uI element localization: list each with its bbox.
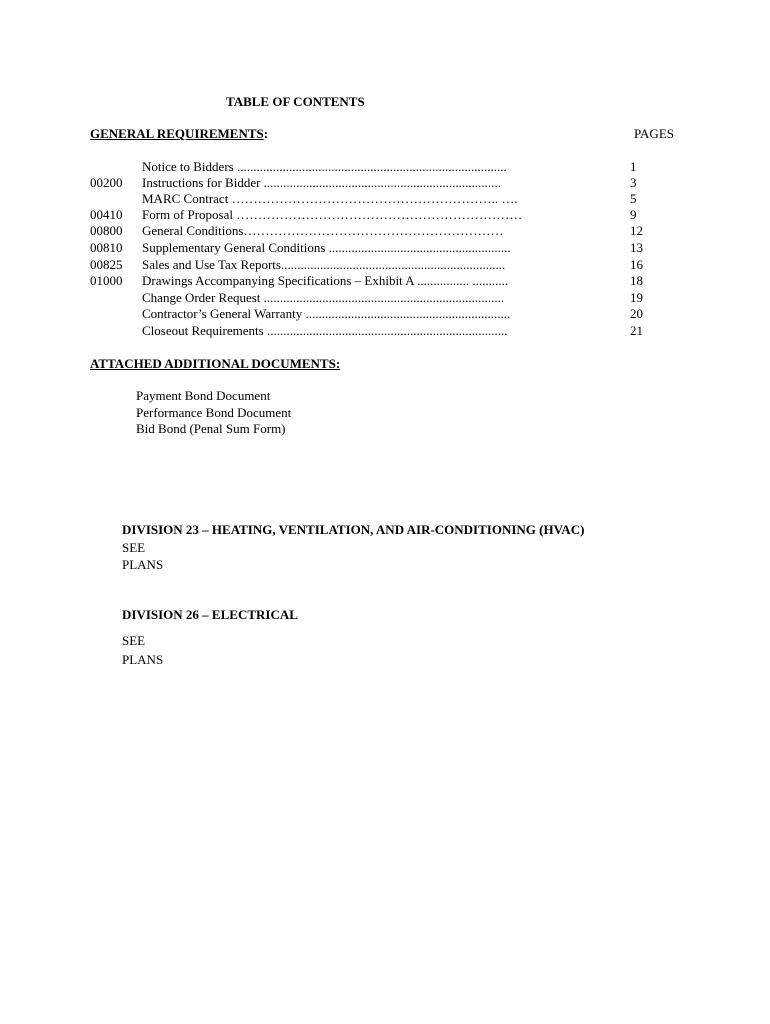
toc-entry-title-text: Change Order Request [142, 290, 261, 305]
division-26-line: PLANS [122, 652, 164, 667]
toc-row [0, 273, 770, 289]
toc-row [0, 290, 770, 306]
toc-leader-dots: .......................................................................... [263, 323, 508, 338]
toc-leader-dots: ………………………………………………………… [233, 207, 523, 222]
toc-section-code: 00800 [90, 223, 123, 238]
toc-section-code: 00200 [90, 175, 123, 190]
toc-row [0, 323, 770, 339]
toc-entry-title [142, 257, 544, 273]
toc-row [0, 223, 770, 239]
toc-row [0, 159, 770, 175]
toc-section-code: 01000 [90, 273, 123, 288]
general-requirements-heading-suffix: : [263, 126, 269, 141]
toc-section-code: 00810 [90, 240, 123, 255]
toc-entry-title [142, 159, 544, 175]
toc-page-number: 12 [630, 223, 643, 238]
toc-row [0, 257, 770, 273]
toc-leader-dots: ......................................................................... [260, 175, 501, 190]
toc-entry-title-text: Notice to Bidders [142, 159, 234, 174]
attached-document-item: Performance Bond Document [136, 405, 292, 420]
toc-leader-dots: ........................................................ [325, 240, 511, 255]
toc-page-number: 5 [630, 191, 637, 206]
attached-documents-heading: ATTACHED ADDITIONAL DOCUMENTS: [90, 356, 341, 371]
toc-page-number: 19 [630, 290, 643, 305]
toc-leader-dots: ................................................................................... [233, 159, 507, 174]
toc-page-number: 21 [630, 323, 643, 338]
attached-document-item: Bid Bond (Penal Sum Form) [136, 421, 286, 436]
toc-entry-title [142, 207, 544, 223]
attached-document-item: Payment Bond Document [136, 388, 271, 403]
toc-entry-title-text: MARC Contract [142, 191, 229, 206]
toc-entry-title [142, 240, 544, 256]
toc-leader-dots: ..................................................................... [280, 257, 506, 272]
general-requirements-heading-text: GENERAL REQUIREMENTS [90, 126, 264, 141]
toc-page-number: 18 [630, 273, 643, 288]
toc-entry-title-text: Form of Proposal [142, 207, 233, 222]
toc-page-number: 1 [630, 159, 637, 174]
toc-entry-title [142, 290, 544, 306]
toc-entry-title-text: Supplementary General Conditions [142, 240, 326, 255]
toc-row [0, 240, 770, 256]
toc-entry-title-text: Closeout Requirements [142, 323, 264, 338]
toc-entry-title [142, 323, 544, 339]
toc-entry-title-text: General Conditions [142, 223, 244, 238]
toc-section-code: 00410 [90, 207, 123, 222]
toc-leader-dots: .......................................................................... [260, 290, 505, 305]
toc-entry-title [142, 273, 544, 289]
toc-page-number: 9 [630, 207, 637, 222]
toc-page-number: 13 [630, 240, 643, 255]
pages-column-label: PAGES [634, 126, 674, 141]
division-23-line: SEE [122, 540, 146, 555]
toc-entry-title-text: Sales and Use Tax Reports [142, 257, 281, 272]
page-title: TABLE OF CONTENTS [226, 94, 365, 109]
division-23-line: PLANS [122, 557, 164, 572]
toc-row [0, 306, 770, 322]
toc-row [0, 207, 770, 223]
toc-page-number: 16 [630, 257, 643, 272]
general-requirements-heading [90, 126, 268, 142]
toc-entry-title [142, 306, 544, 322]
division-26-line: SEE [122, 633, 146, 648]
toc-entry-title [142, 223, 544, 239]
toc-page-number: 20 [630, 306, 643, 321]
toc-row [0, 175, 770, 191]
toc-entry-title-text: Contractor’s General Warranty [142, 306, 303, 321]
toc-page-number: 3 [630, 175, 637, 190]
toc-leader-dots: …………………………………………………… [243, 223, 504, 238]
toc-entry-title-text: Instructions for Bidder [142, 175, 261, 190]
toc-entry-title [142, 191, 544, 207]
toc-leader-dots: ................ ........... [413, 273, 509, 288]
toc-leader-dots: ............................................................... [302, 306, 511, 321]
division-23-heading: DIVISION 23 – HEATING, VENTILATION, AND AIR-CONDITIONING (HVAC) [122, 522, 585, 537]
toc-leader-dots: …………………………………………………….. …. [228, 191, 518, 206]
toc-entry-title [142, 175, 544, 191]
division-26-heading: DIVISION 26 – ELECTRICAL [122, 607, 298, 622]
toc-entry-title-text: Drawings Accompanying Specifications – Exhibit A [142, 273, 414, 288]
toc-row [0, 191, 770, 207]
toc-section-code: 00825 [90, 257, 123, 272]
